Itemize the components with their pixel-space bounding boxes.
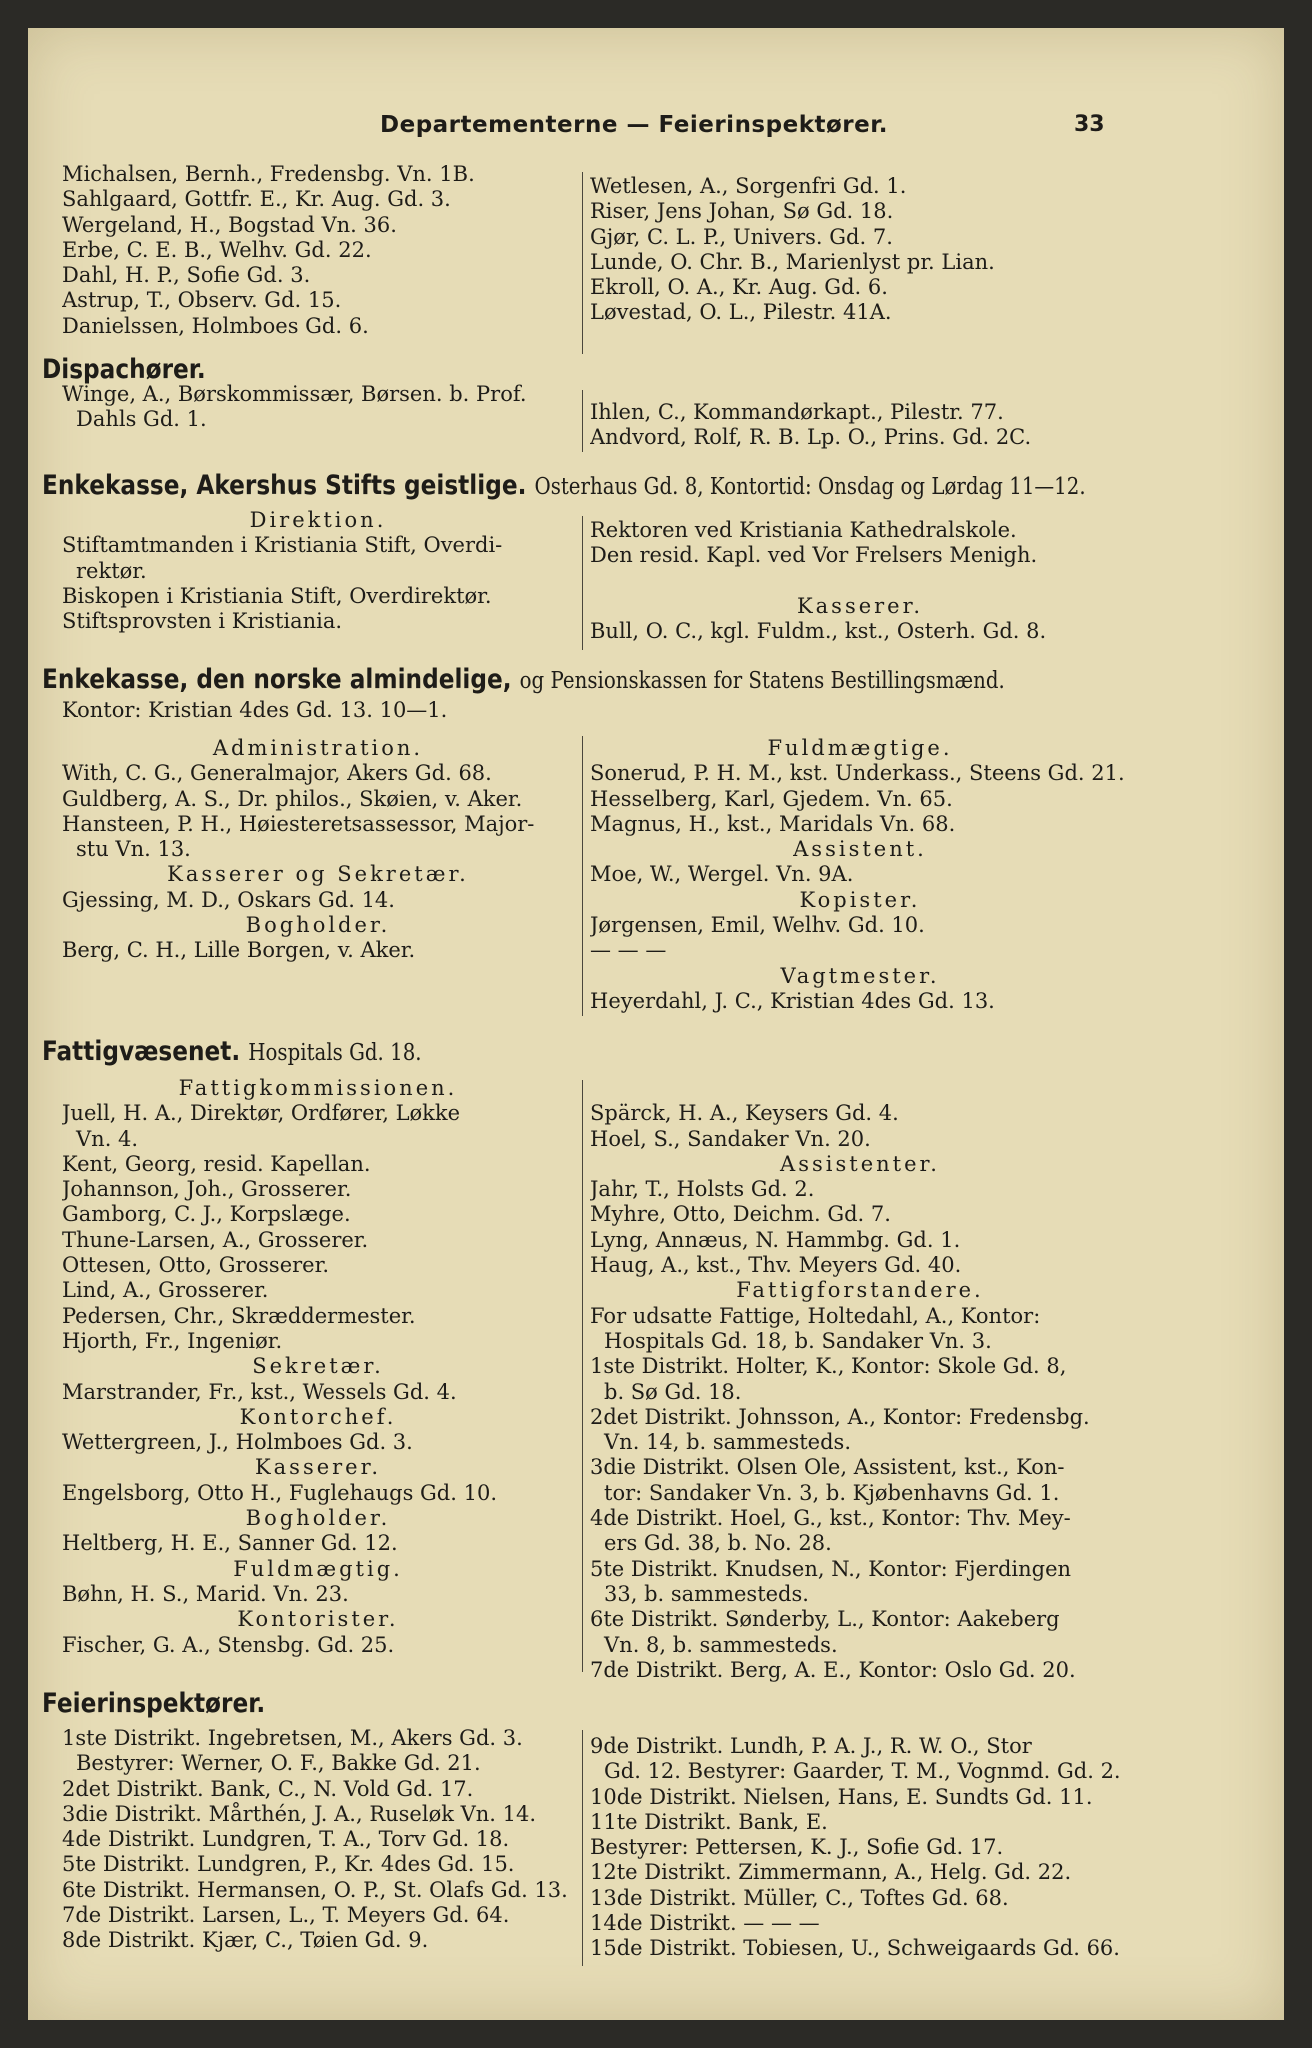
list-item: Erbe, C. E. B., Welhv. Gd. 22. bbox=[62, 237, 372, 262]
section-heading-address: Osterhaus Gd. 8, Kontortid: Onsdag og Lørdag 11—12. bbox=[534, 474, 1086, 500]
akershus-left bbox=[62, 508, 574, 634]
list-item bbox=[590, 1076, 1130, 1101]
list-item bbox=[590, 569, 1130, 594]
list-item: 4de Distrikt. Lundgren, T. A., Torv Gd. 18. bbox=[62, 1827, 510, 1852]
subsection-label: Fuldmægtig. bbox=[233, 1556, 403, 1581]
list-item: Bestyrer: Werner, O. F., Bakke Gd. 21. bbox=[76, 1751, 481, 1776]
subsection-label: Vagtmester. bbox=[780, 963, 940, 988]
list-item: Andvord, Rolf, R. B. Lp. O., Prins. Gd. 2C. bbox=[590, 425, 1032, 450]
section-heading-title: Enkekasse, Akershus Stifts geistlige. bbox=[42, 470, 527, 501]
list-item: 5te Distrikt. Lundgren, P., Kr. 4des Gd. 15. bbox=[62, 1852, 515, 1877]
list-item: Rektoren ved Kristiania Kathedralskole. bbox=[590, 518, 1017, 542]
feier-left bbox=[62, 1726, 574, 1954]
list-item: Wetlesen, A., Sorgenfri Gd. 1. bbox=[590, 174, 907, 198]
list-item: 2det Distrikt. Johnsson, A., Kontor: Fredensbg. bbox=[590, 1404, 1090, 1429]
list-item: rektør. bbox=[76, 558, 147, 583]
list-item: Heltberg, H. E., Sanner Gd. 12. bbox=[62, 1531, 398, 1556]
list-item: With, C. G., Generalmajor, Akers Gd. 68. bbox=[62, 761, 492, 786]
list-item: Astrup, T., Observ. Gd. 15. bbox=[62, 288, 342, 313]
subsection-label: Assistenter. bbox=[780, 1151, 940, 1176]
list-item: Hjorth, Fr., Ingeniør. bbox=[62, 1328, 283, 1353]
list-item: Gjør, C. L. P., Univers. Gd. 7. bbox=[590, 224, 893, 249]
list-item: Hansteen, P. H., Høiesteretsassessor, Major- bbox=[62, 811, 535, 836]
list-item: 13de Distrikt. Müller, C., Toftes Gd. 68. bbox=[590, 1885, 1009, 1910]
subsection-label: Fattigkommissionen. bbox=[178, 1076, 458, 1100]
list-item: 11te Distrikt. Bank, E. bbox=[590, 1809, 828, 1834]
list-item: 6te Distrikt. Hermansen, O. P., St. Olafs Gd. 13. bbox=[62, 1877, 568, 1902]
list-item: 10de Distrikt. Nielsen, Hans, E. Sundts Gd. 11. bbox=[590, 1784, 1093, 1809]
list-item: Ottesen, Otto, Grosserer. bbox=[62, 1253, 330, 1278]
section-heading-address: Hospitals Gd. 18. bbox=[248, 1040, 422, 1066]
list-item: Kent, Georg, resid. Kapellan. bbox=[62, 1151, 371, 1176]
list-item: Gjessing, M. D., Oskars Gd. 14. bbox=[62, 887, 395, 912]
list-item: Spärck, H. A., Keysers Gd. 4. bbox=[590, 1101, 899, 1126]
list-item: Biskopen i Kristiania Stift, Overdirektør. bbox=[62, 583, 492, 608]
subsection-label: Kopister. bbox=[799, 887, 921, 912]
office-hours: Kontor: Kristian 4des Gd. 13. 10—1. bbox=[62, 698, 448, 722]
feier-right bbox=[590, 1734, 1130, 1962]
section-heading: Dispachører. bbox=[42, 354, 206, 385]
page-title: Departementerne — Feierinspektører. bbox=[380, 112, 889, 138]
section-heading-title: Fattigvæsenet. bbox=[42, 1036, 241, 1067]
subsection-label: Fattigforstandere. bbox=[736, 1278, 984, 1303]
list-item: Bøhn, H. S., Marid. Vn. 23. bbox=[62, 1581, 349, 1606]
subsection-label: Kasserer og Sekretær. bbox=[167, 862, 469, 887]
list-item: Løvestad, O. L., Pilestr. 41A. bbox=[590, 300, 892, 325]
section-heading-title: Enkekasse, den norske almindelige, bbox=[42, 664, 512, 695]
list-item: Pedersen, Chr., Skræddermester. bbox=[62, 1303, 416, 1328]
list-item: Dahl, H. P., Sofie Gd. 3. bbox=[62, 263, 311, 288]
list-item: Winge, A., Børskommissær, Børsen. b. Prof. bbox=[62, 382, 527, 406]
list-item: 3die Distrikt. Olsen Ole, Assistent, kst., Kon- bbox=[590, 1455, 1065, 1480]
list-item: tor: Sandaker Vn. 3, b. Kjøbenhavns Gd. 1. bbox=[604, 1480, 1060, 1505]
list-item: Moe, W., Wergel. Vn. 9A. bbox=[590, 862, 854, 887]
list-item: Vn. 8, b. sammesteds. bbox=[604, 1632, 838, 1657]
list-item: Berg, C. H., Lille Borgen, v. Aker. bbox=[62, 938, 416, 963]
list-item: 3die Distrikt. Mårthén, J. A., Ruseløk Vn. 14. bbox=[62, 1801, 537, 1826]
list-item: Haug, A., kst., Thv. Meyers Gd. 40. bbox=[590, 1253, 962, 1278]
list-item: Danielssen, Holmboes Gd. 6. bbox=[62, 313, 369, 338]
list-item: 4de Distrikt. Hoel, G., kst., Kontor: Thv. Mey- bbox=[590, 1506, 1071, 1531]
section-heading-address: og Pensionskassen for Statens Bestillingsmænd. bbox=[519, 668, 1005, 694]
page-number: 33 bbox=[1074, 112, 1105, 137]
list-item: b. Sø Gd. 18. bbox=[604, 1379, 742, 1404]
section-heading: Feierinspektører. bbox=[42, 1688, 266, 1719]
subsection-label: Direktion. bbox=[249, 508, 387, 532]
list-item: Vn. 14, b. sammesteds. bbox=[604, 1430, 851, 1455]
list-item: 12te Distrikt. Zimmermann, A., Helg. Gd. 22. bbox=[590, 1860, 1072, 1885]
list-item: Gamborg, C. J., Korpslæge. bbox=[62, 1202, 351, 1227]
subsection-label: Bogholder. bbox=[245, 913, 391, 938]
subsection-label: Administration. bbox=[212, 736, 424, 760]
list-item: Lunde, O. Chr. B., Marienlyst pr. Lian. bbox=[590, 249, 995, 274]
list-item: ers Gd. 38, b. No. 28. bbox=[604, 1531, 832, 1556]
column-divider bbox=[582, 516, 583, 650]
list-item: Myhre, Otto, Deichm. Gd. 7. bbox=[590, 1202, 891, 1227]
norske-office bbox=[62, 698, 574, 723]
list-item: Ekroll, O. A., Kr. Aug. Gd. 6. bbox=[590, 275, 888, 300]
list-item: 7de Distrikt. Berg, A. E., Kontor: Oslo Gd. 20. bbox=[590, 1657, 1076, 1682]
norske-left bbox=[62, 736, 574, 964]
list-item: Juell, H. A., Direktør, Ordfører, Løkke bbox=[62, 1101, 461, 1126]
dispachorer-left bbox=[62, 382, 574, 433]
list-item: Johannson, Joh., Grosserer. bbox=[62, 1177, 352, 1202]
list-item: Engelsborg, Otto H., Fuglehaugs Gd. 10. bbox=[62, 1480, 498, 1505]
list-item: Guldberg, A. S., Dr. philos., Skøien, v. Aker. bbox=[62, 786, 523, 811]
list-item: 1ste Distrikt. Holter, K., Kontor: Skole Gd. 8, bbox=[590, 1354, 1067, 1379]
list-item: 5te Distrikt. Knudsen, N., Kontor: Fjerdingen bbox=[590, 1556, 1072, 1581]
column-divider bbox=[582, 1730, 583, 1966]
list-item: Sonerud, P. H. M., kst. Underkass., Steens Gd. 21. bbox=[590, 761, 1125, 786]
list-item: stu Vn. 13. bbox=[76, 837, 191, 862]
column-divider bbox=[582, 390, 583, 452]
list-item: Riser, Jens Johan, Sø Gd. 18. bbox=[590, 199, 894, 224]
list-item: Magnus, H., kst., Maridals Vn. 68. bbox=[590, 811, 956, 836]
dispachorer-right bbox=[590, 400, 1130, 451]
subsection-label: Sekretær. bbox=[252, 1354, 384, 1379]
list-item: 7de Distrikt. Larsen, L., T. Meyers Gd. 64. bbox=[62, 1903, 510, 1928]
list-item: Ihlen, C., Kommandørkapt., Pilestr. 77. bbox=[590, 400, 1004, 424]
list-item: Jørgensen, Emil, Welhv. Gd. 10. bbox=[590, 913, 925, 938]
list-item: Den resid. Kapl. ved Vor Frelsers Menigh. bbox=[590, 543, 1038, 568]
subsection-label: Kontorchef. bbox=[239, 1404, 397, 1429]
fattig-right bbox=[590, 1076, 1130, 1683]
list-item: 15de Distrikt. Tobiesen, U., Schweigaards Gd. 66. bbox=[590, 1936, 1120, 1961]
list-item: 9de Distrikt. Lundh, P. A. J., R. W. O., Stor bbox=[590, 1734, 1032, 1758]
subsection-label: Bogholder. bbox=[245, 1506, 391, 1531]
block1-left bbox=[62, 162, 574, 339]
column-divider bbox=[582, 736, 583, 1016]
subsection-label: Kasserer. bbox=[254, 1455, 382, 1480]
subsection-label: Fuldmægtige. bbox=[767, 736, 953, 760]
list-item: Heyerdahl, J. C., Kristian 4des Gd. 13. bbox=[590, 988, 995, 1013]
list-item: Stiftsprovsten i Kristiania. bbox=[62, 609, 343, 634]
list-item: Hoel, S., Sandaker Vn. 20. bbox=[590, 1126, 871, 1151]
list-item: Marstrander, Fr., kst., Wessels Gd. 4. bbox=[62, 1379, 457, 1404]
list-item: Gd. 12. Bestyrer: Gaarder, T. M., Vognmd. Gd. 2. bbox=[604, 1759, 1121, 1784]
section-heading bbox=[42, 470, 1086, 501]
column-divider bbox=[582, 1080, 583, 1672]
list-item: 6te Distrikt. Sønderby, L., Kontor: Aakeberg bbox=[590, 1607, 1060, 1632]
subsection-label: Assistent. bbox=[793, 837, 927, 862]
list-item: Fischer, G. A., Stensbg. Gd. 25. bbox=[62, 1632, 395, 1657]
list-item: — — — bbox=[590, 938, 667, 963]
list-item: Dahls Gd. 1. bbox=[76, 407, 207, 432]
subsection-label: Kontorister. bbox=[237, 1607, 399, 1632]
list-item: Wergeland, H., Bogstad Vn. 36. bbox=[62, 212, 397, 237]
list-item: 8de Distrikt. Kjær, C., Tøien Gd. 9. bbox=[62, 1928, 429, 1953]
section-heading bbox=[42, 1036, 422, 1067]
list-item: 33, b. sammesteds. bbox=[604, 1581, 809, 1606]
block1-right bbox=[590, 174, 1130, 326]
column-divider bbox=[582, 172, 583, 354]
list-item: Hospitals Gd. 18, b. Sandaker Vn. 3. bbox=[604, 1328, 992, 1353]
list-item: Jahr, T., Holsts Gd. 2. bbox=[590, 1177, 815, 1202]
list-item: 1ste Distrikt. Ingebretsen, M., Akers Gd. 3. bbox=[62, 1726, 523, 1750]
list-item: Wettergreen, J., Holmboes Gd. 3. bbox=[62, 1430, 413, 1455]
list-item: Michalsen, Bernh., Fredensbg. Vn. 1B. bbox=[62, 162, 475, 186]
list-item: Vn. 4. bbox=[76, 1126, 139, 1151]
subsection-label: Kasserer. bbox=[796, 593, 924, 618]
list-item: Stiftamtmanden i Kristiania Stift, Overdi- bbox=[62, 533, 503, 558]
list-item: 2det Distrikt. Bank, C., N. Vold Gd. 17. bbox=[62, 1776, 474, 1801]
list-item: Hesselberg, Karl, Gjedem. Vn. 65. bbox=[590, 786, 953, 811]
norske-right bbox=[590, 736, 1130, 1014]
list-item: Bestyrer: Pettersen, K. J., Sofie Gd. 17. bbox=[590, 1835, 1004, 1860]
list-item: Thune-Larsen, A., Grosserer. bbox=[62, 1227, 369, 1252]
list-item: Lind, A., Grosserer. bbox=[62, 1278, 269, 1303]
section-heading bbox=[42, 664, 1005, 695]
list-item: 14de Distrikt. — — — bbox=[590, 1911, 820, 1936]
list-item: Sahlgaard, Gottfr. E., Kr. Aug. Gd. 3. bbox=[62, 187, 451, 212]
fattig-left bbox=[62, 1076, 574, 1658]
list-item: Bull, O. C., kgl. Fuldm., kst., Osterh. Gd. 8. bbox=[590, 619, 1047, 644]
akershus-right bbox=[590, 518, 1130, 644]
list-item: Lyng, Annæus, N. Hammbg. Gd. 1. bbox=[590, 1227, 961, 1252]
page-header bbox=[0, 112, 1312, 146]
list-item: For udsatte Fattige, Holtedahl, A., Kontor: bbox=[590, 1303, 1041, 1328]
